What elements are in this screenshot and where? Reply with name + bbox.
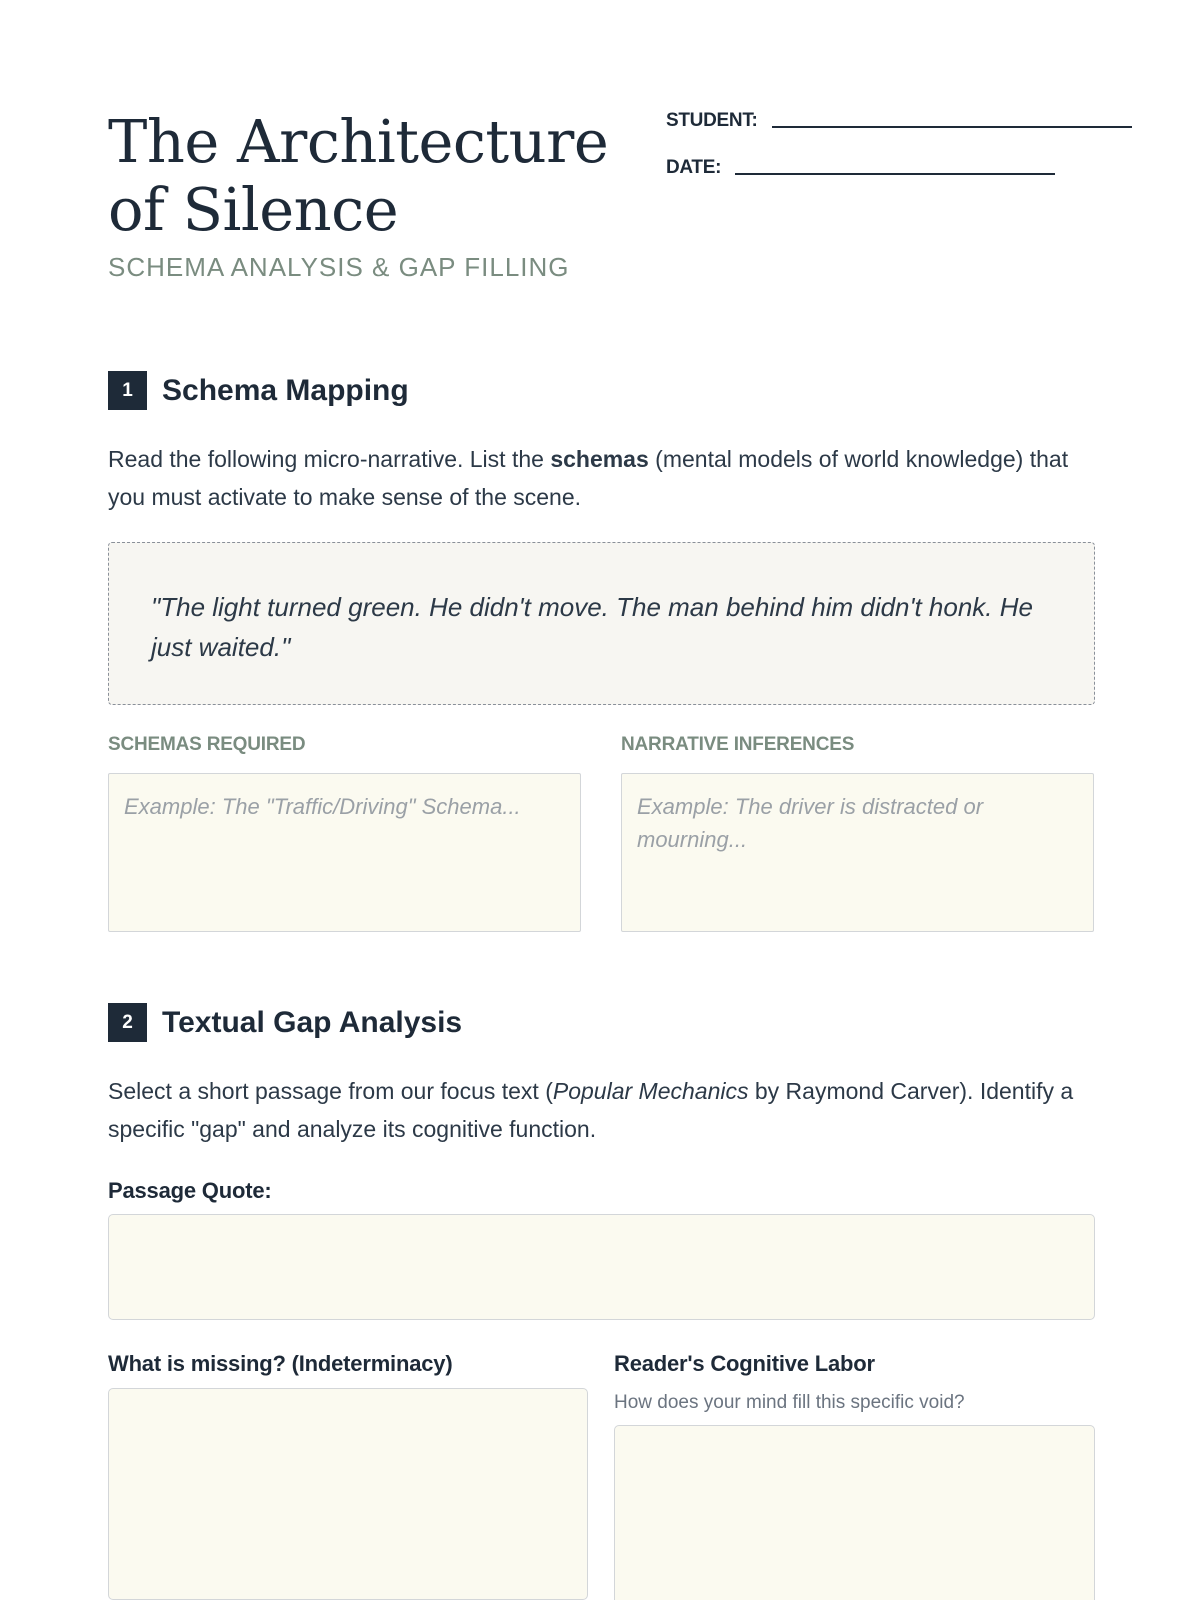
section-2-instructions: [108, 1072, 1098, 1148]
cognitive-labor-label: Reader's Cognitive Labor: [614, 1351, 875, 1376]
student-label: STUDENT:: [666, 110, 758, 131]
worksheet-subtitle: SCHEMA ANALYSIS & GAP FILLING: [108, 252, 570, 282]
section-1-header: [108, 371, 409, 410]
section-2-instructions-start: Select a short passage from our focus text (: [108, 1078, 553, 1104]
indeterminacy-field[interactable]: [108, 1388, 588, 1600]
micro-narrative-box: "The light turned green. He didn't move. The man behind him didn't honk. He just waited.": [108, 542, 1095, 705]
passage-quote-label: Passage Quote:: [108, 1178, 272, 1203]
section-2-number-badge: 2: [108, 1003, 147, 1042]
date-field: [666, 157, 1055, 179]
section-2-title: Textual Gap Analysis: [162, 1005, 463, 1039]
student-line: [772, 126, 1132, 128]
cognitive-labor-hint: How does your mind fill this specific void?: [614, 1392, 965, 1413]
section-2-instructions-end: by Raymond Carver). Identify a specific "gap" and analyze its cognitive function.: [108, 1078, 1074, 1142]
worksheet-title: The Architecture of Silence: [108, 107, 609, 244]
date-line: [735, 173, 1055, 175]
schemas-required-label: SCHEMAS REQUIRED: [108, 734, 306, 755]
student-field: [666, 110, 1132, 132]
indeterminacy-label: What is missing? (Indeterminacy): [108, 1351, 453, 1376]
cognitive-labor-field[interactable]: [614, 1425, 1095, 1600]
focus-text-title: Popular Mechanics: [552, 1078, 749, 1104]
section-1-instructions: [108, 440, 1098, 516]
section-1-instructions-end: (mental models of world knowledge) that you must activate to make sense of the scene.: [108, 446, 1069, 510]
schemas-required-field[interactable]: Example: The "Traffic/Driving" Schema...: [108, 773, 581, 932]
section-1-title: Schema Mapping: [162, 373, 409, 407]
narrative-inferences-label: NARRATIVE INFERENCES: [621, 734, 855, 755]
passage-quote-field[interactable]: [108, 1214, 1095, 1320]
section-1-instructions-start: Read the following micro-narrative. List the: [108, 446, 551, 472]
section-1-number-badge: 1: [108, 371, 147, 410]
narrative-inferences-field[interactable]: Example: The driver is distracted or mourning...: [621, 773, 1094, 932]
date-label: DATE:: [666, 157, 722, 178]
schemas-keyword: schemas: [550, 446, 649, 472]
section-2-header: [108, 1003, 462, 1042]
